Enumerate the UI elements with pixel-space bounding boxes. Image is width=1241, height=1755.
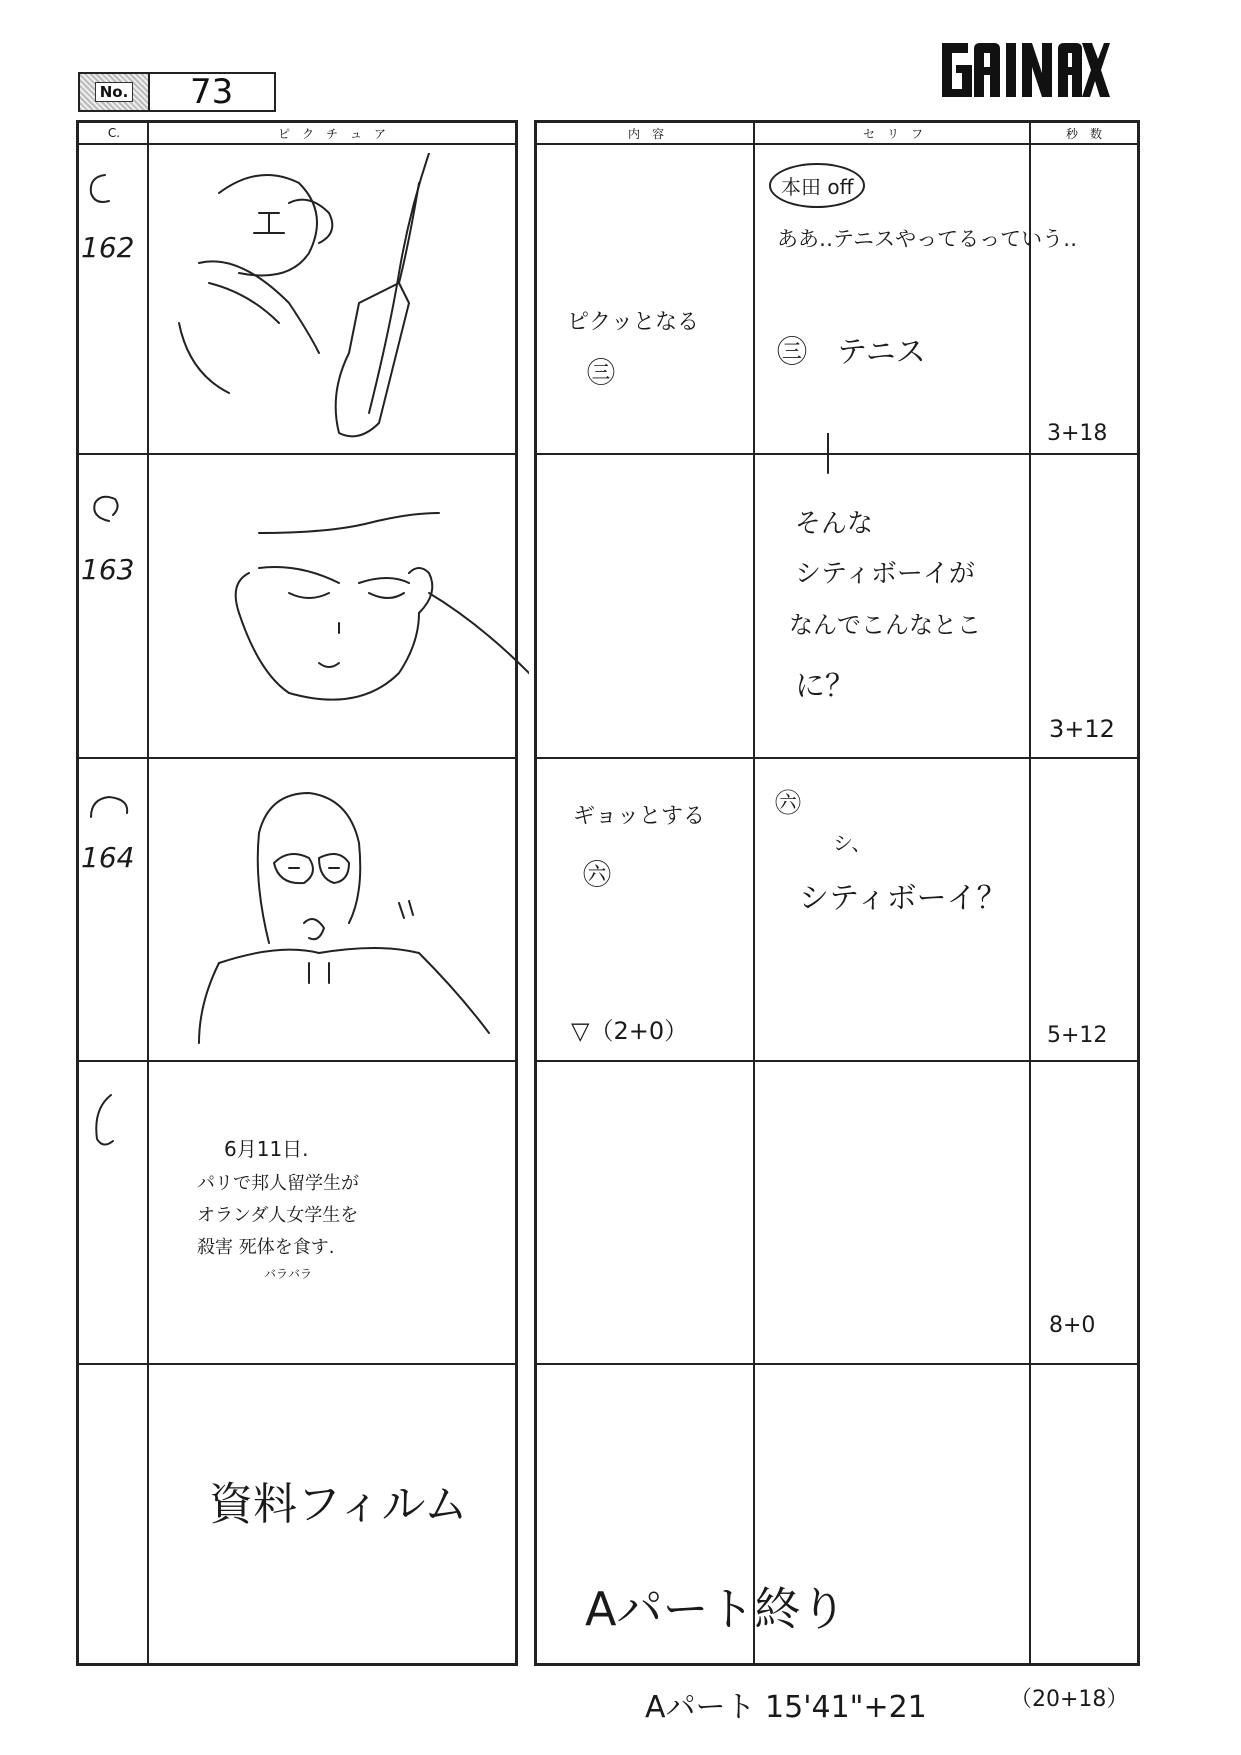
picture-note-line: 資料フィルム: [209, 1479, 468, 1530]
page-number-box: [78, 72, 276, 112]
cut-circle-mark: [87, 1089, 127, 1159]
dialogue-speaker: ㊅: [775, 789, 802, 819]
cut-time: 3+12: [1049, 715, 1115, 743]
picture-note-line: 6月11日.: [224, 1137, 309, 1161]
cut-number: 162: [81, 231, 135, 264]
sketch-cut-162: [159, 153, 519, 453]
dialogue-line: ああ‥テニスやってるっていう‥: [777, 227, 1078, 251]
dialogue-line: ㊂ テニス: [777, 335, 926, 370]
character-mark: ㊂: [587, 356, 616, 389]
sketch-cut-164: [159, 773, 519, 1053]
col-header-content: 内 容: [537, 123, 755, 145]
dialogue-line: シティボーイが: [795, 559, 975, 589]
picture-table: [76, 120, 518, 1666]
dialogue-line: なんでこんなとこ: [789, 611, 981, 639]
dialogue-line: シティボーイ？: [799, 881, 1007, 916]
gainax-logo: [940, 35, 1110, 105]
cut-number: 164: [81, 841, 135, 874]
cut-number: 163: [81, 553, 135, 586]
no-label: No.: [80, 74, 150, 110]
col-header-dialogue: セ リ フ: [755, 123, 1031, 145]
col-header-cut: C.: [79, 123, 149, 145]
cut-circle-mark: [85, 171, 125, 211]
picture-note-line: 殺害 死体を食す.: [197, 1237, 335, 1258]
cut-time: 8+0: [1049, 1313, 1096, 1338]
cut-circle-mark: [85, 789, 135, 829]
content-note: ギョッとする: [573, 804, 706, 829]
cut-time: 5+12: [1047, 1023, 1108, 1048]
dialogue-line: Aパート終り: [585, 1582, 847, 1636]
cut-circle-mark: [87, 491, 127, 531]
picture-note-line: バラバラ: [264, 1267, 313, 1281]
continuation-line: [823, 433, 833, 493]
dialogue-line: そんな: [795, 509, 874, 539]
content-note: ピクッとなる: [567, 310, 700, 335]
col-header-picture: ピ ク チ ュ ア: [149, 123, 515, 145]
script-table: [534, 120, 1140, 1666]
picture-note-line: パリで邦人留学生が: [197, 1173, 359, 1194]
col-header-seconds: 秒 数: [1031, 123, 1137, 145]
dialogue-line: に？: [795, 669, 855, 704]
transition-mark: ▽（2+0）: [571, 1017, 689, 1045]
page-total: （20+18）: [1010, 1687, 1129, 1712]
dialogue-line: シ、: [833, 831, 872, 855]
character-mark: ㊅: [583, 858, 612, 891]
dialogue-speaker: 本田 off: [769, 163, 865, 208]
picture-note-line: オランダ人女学生を: [197, 1205, 359, 1226]
part-total: Aパート 15'41"+21: [645, 1690, 927, 1725]
cut-time: 3+18: [1047, 421, 1108, 446]
sketch-cut-163: [159, 473, 529, 733]
page-number: 73: [190, 72, 234, 112]
